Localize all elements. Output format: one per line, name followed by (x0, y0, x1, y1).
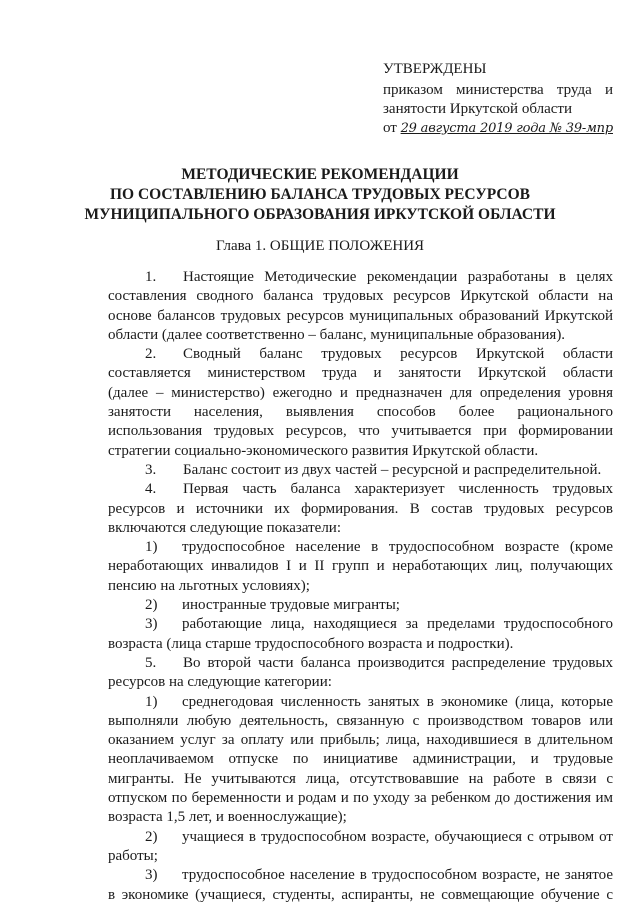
subitem-number: 2) (145, 828, 158, 845)
paragraph-line: составления сводного баланса трудовых ресурсов Иркутской области на (108, 288, 613, 305)
title-line-1: МЕТОДИЧЕСКИЕ РЕКОМЕНДАЦИИ (181, 166, 459, 183)
paragraph-line: выполняли любую деятельность, связанную с производством товаров или (108, 712, 613, 729)
paragraph-2 (108, 345, 613, 461)
paragraph-line: иностранные трудовые мигранты; (182, 597, 400, 614)
paragraph-line: возраста (лица старше трудоспособного возраста и подростки). (108, 635, 514, 652)
paragraph-line: неработающих инвалидов I и II групп и неработающих лиц, получающих (108, 558, 613, 575)
subitem-number: 1) (145, 693, 158, 710)
paragraph-line: работающие лица, находящиеся за пределами трудоспособного (182, 616, 613, 633)
paragraph-line: отпуском по беременности и родам и по уходу за ребенком до достижения им (108, 790, 613, 807)
paragraph-line: Настоящие Методические рекомендации разработаны в целях (183, 269, 613, 285)
paragraph-number: 4. (145, 481, 157, 498)
approval-date-line (383, 119, 613, 138)
paragraph-line: Во второй части баланса производится распределение трудовых (183, 654, 613, 671)
paragraph-line: включаются следующие показатели: (108, 519, 342, 536)
paragraph-number: 1. (145, 269, 157, 285)
paragraph-number: 3. (145, 461, 157, 478)
paragraph-line: оказанием услуг за оплату или прибыль; лица, находившиеся в длительном (108, 732, 613, 749)
paragraph-line: возраста 1,5 лет, и военнослужащие); (108, 809, 347, 826)
paragraph-line: трудоспособное население в трудоспособном возрасте (кроме (182, 539, 613, 556)
paragraph-5 (108, 654, 613, 693)
paragraph-line: неоплачиваемом отпуске по инициативе администрации, и трудовые (108, 751, 613, 768)
subitem-4-3 (108, 615, 613, 654)
paragraph-line: (далее – министерство) ежегодно и предназначен для определения уровня (108, 384, 613, 401)
paragraph-line: пенсию на льготных условиях); (108, 577, 310, 594)
paragraph-line: использования трудовых ресурсов, что учитывается при формировании (108, 423, 613, 440)
subitem-number: 1) (145, 539, 158, 556)
paragraph-line: мигранты. Не учитываются лица, отсутствовавшие на работе в связи с (108, 770, 613, 787)
approval-title: УТВЕРЖДЕНЫ (383, 61, 487, 77)
subitem-4-2 (108, 596, 613, 615)
paragraph-line: стратегии социально-экономического развития Иркутской области. (108, 442, 539, 459)
subitem-5-2 (108, 828, 613, 867)
paragraph-line: составляется министерством труда и занятости Иркутской области (108, 365, 613, 382)
paragraph-line: учащиеся в трудоспособном возрасте, обучающиеся с отрывом от (182, 828, 613, 845)
paragraph-line: среднегодовая численность занятых в экономике (лица, которые (182, 693, 613, 710)
title-line-3: МУНИЦИПАЛЬНОГО ОБРАЗОВАНИЯ ИРКУТСКОЙ ОБЛАСТИ (84, 206, 556, 223)
paragraph-line: Первая часть баланса характеризует численность трудовых (183, 481, 613, 498)
approval-date-prefix: от (383, 120, 397, 136)
approval-order-line: приказом министерства труда и (383, 82, 613, 98)
paragraph-line: ресурсов на следующие категории: (108, 674, 332, 691)
paragraph-line: занятости населения, выявления способов более рационального (108, 404, 613, 421)
paragraph-line: Сводный баланс трудовых ресурсов Иркутской области (183, 346, 613, 363)
subitem-number: 3) (145, 867, 158, 884)
subitem-5-3 (108, 866, 613, 905)
document-body (108, 268, 613, 905)
approval-stamp (383, 60, 613, 138)
subitem-number: 3) (145, 616, 158, 633)
document-title (60, 165, 580, 225)
paragraph-line: трудоспособное население в трудоспособном возрасте, не занятое (182, 867, 613, 884)
paragraph-line: работы; (108, 847, 158, 864)
chapter-heading: Глава 1. ОБЩИЕ ПОЛОЖЕНИЯ (215, 238, 425, 254)
approval-ministry-line: занятости Иркутской области (383, 101, 572, 117)
paragraph-line: основе балансов трудовых ресурсов муниципальных образований Иркутской (108, 307, 613, 324)
approval-handwritten-date: 29 августа 2019 года № 39-мпр (400, 121, 613, 136)
paragraph-number: 2. (145, 346, 157, 363)
paragraph-line: ресурсов и источники их формирования. В состав трудовых ресурсов (108, 500, 613, 517)
subitem-4-1 (108, 538, 613, 596)
paragraph-number: 5. (145, 654, 157, 671)
paragraph-line: Баланс состоит из двух частей – ресурсной и распределительной. (183, 461, 602, 478)
paragraph-3 (108, 461, 613, 480)
subitem-5-1 (108, 693, 613, 828)
paragraph-4 (108, 480, 613, 538)
paragraph-1 (108, 268, 613, 345)
paragraph-line: в экономике (учащиеся, студенты, аспиранты, не совмещающие обучение с (108, 886, 613, 903)
subitem-number: 2) (145, 597, 158, 614)
title-line-2: ПО СОСТАВЛЕНИЮ БАЛАНСА ТРУДОВЫХ РЕСУРСОВ (110, 186, 530, 203)
paragraph-line: области (далее соответственно – баланс, муниципальные образования). (108, 326, 566, 343)
